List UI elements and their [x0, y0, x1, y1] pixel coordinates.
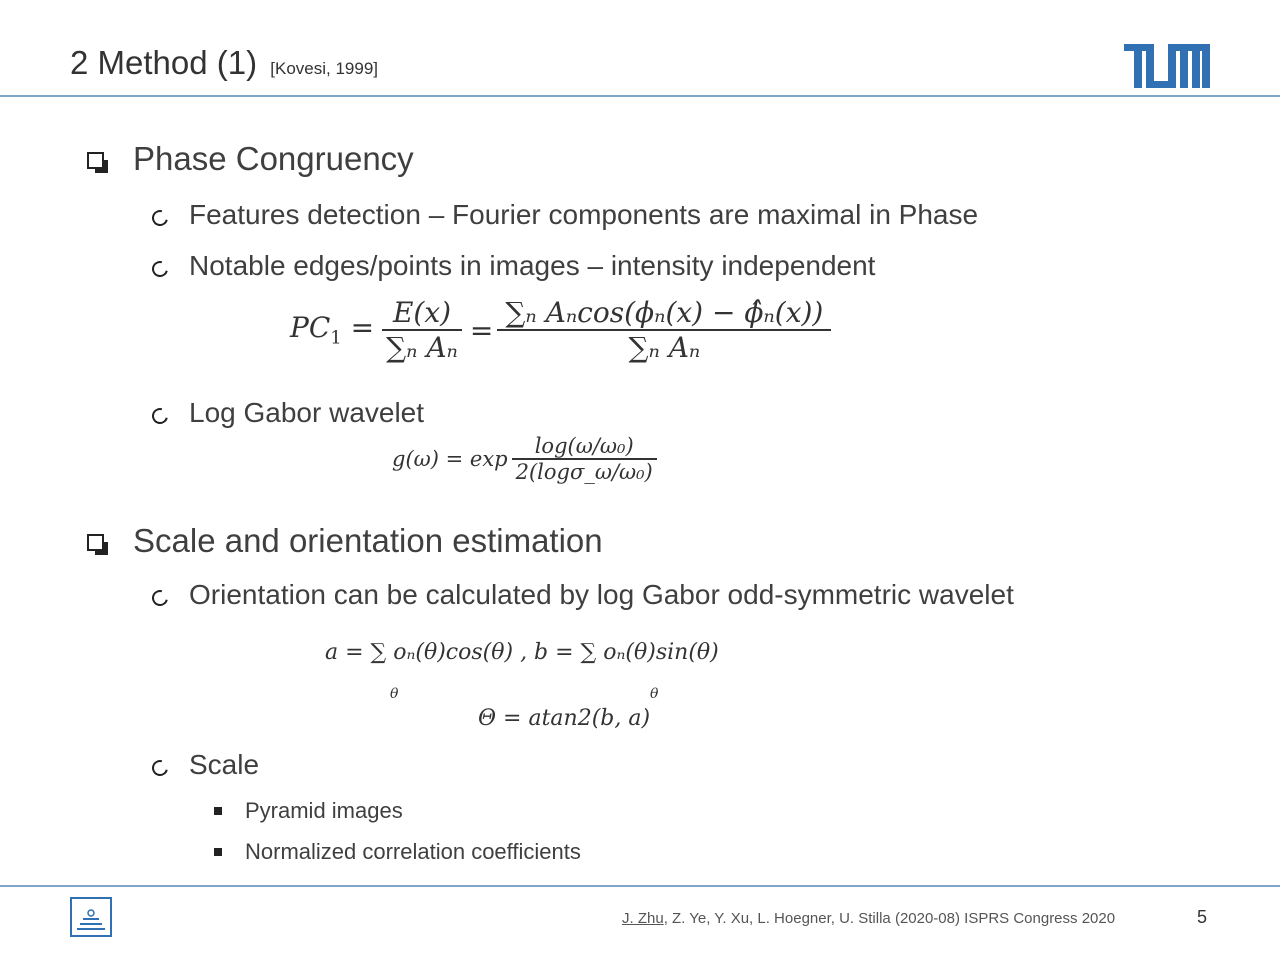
section-bullet: [87, 152, 104, 169]
page-number: 5: [1197, 907, 1208, 927]
g-numerator: log(ω/ω₀): [534, 434, 634, 458]
section-heading-phase-congruency: Phase Congruency: [133, 140, 414, 177]
bullet-circle: [149, 587, 171, 609]
sub-bullet-square: [214, 807, 222, 815]
institution-icon: [70, 897, 112, 937]
g-lhs: g(ω) = exp: [392, 447, 508, 471]
footer-citation: [622, 910, 1115, 927]
slide-title-main: 2 Method (1): [70, 44, 258, 81]
slide-title: [70, 44, 378, 82]
equation-phase-congruency: $PC_1$ = $\frac{E(x)}{\text{∑ₙ Aₙ}}$ = $\frac{\text{∑ₙ Aₙcos(ϕₙ(x) − ϕ̂ₙ(x))}}{\text{∑ₙ Aₙ}}$: [290, 296, 827, 364]
g-denominator: 2(logσ_ω/ω₀): [512, 458, 657, 484]
sub-bullet-pyramid-images: Pyramid images: [245, 798, 403, 823]
bullet-orientation: Orientation can be calculated by log Gabor odd-symmetric wavelet: [189, 579, 1014, 610]
orient-sub-theta-2: θ: [650, 686, 659, 702]
pc-denominator-1: ∑ₙ Aₙ: [382, 329, 462, 364]
sub-bullet-normalized-correlation: Normalized correlation coefficients: [245, 839, 581, 864]
pc-lhs: PC: [290, 311, 331, 345]
sub-bullet-square: [214, 848, 222, 856]
pc-sub: 1: [330, 327, 342, 349]
footer-first-author-link[interactable]: J. Zhu: [622, 910, 664, 927]
bullet-circle: [149, 757, 171, 779]
slide-title-citation: [Kovesi, 1999]: [270, 59, 379, 78]
equation-log-gabor: [392, 434, 657, 484]
tum-logo: [1124, 44, 1210, 88]
header-divider: [0, 95, 1280, 97]
section-bullet: [87, 534, 104, 551]
pc-denominator-2: ∑ₙ Aₙ: [497, 329, 831, 364]
orient-sub-theta-1: θ: [390, 686, 399, 702]
footer-authors-rest: , Z. Ye, Y. Xu, L. Hoegner, U. Stilla (2020-08) ISPRS Congress 2020: [663, 910, 1116, 927]
bullet-circle: [149, 405, 171, 427]
equation-theta: Θ = atan2(b, a): [478, 706, 651, 731]
bullet-circle: [149, 258, 171, 280]
pc-numerator-1: E(x): [392, 296, 452, 329]
equation-orientation: a = ∑ oₙ(θ)cos(θ) , b = ∑ oₙ(θ)sin(θ): [325, 640, 719, 665]
footer-divider: [0, 885, 1280, 887]
bullet-circle: [149, 207, 171, 229]
bullet-scale: Scale: [189, 749, 260, 780]
bullet-features-detection: Features detection – Fourier components are maximal in Phase: [189, 199, 979, 230]
pc-numerator-2: ∑ₙ Aₙcos(ϕₙ(x) − ϕ̂ₙ(x)): [505, 296, 824, 329]
bullet-notable-edges: Notable edges/points in images – intensity independent: [189, 250, 876, 281]
bullet-log-gabor: Log Gabor wavelet: [189, 397, 425, 428]
section-heading-scale-orientation: Scale and orientation estimation: [133, 522, 603, 559]
